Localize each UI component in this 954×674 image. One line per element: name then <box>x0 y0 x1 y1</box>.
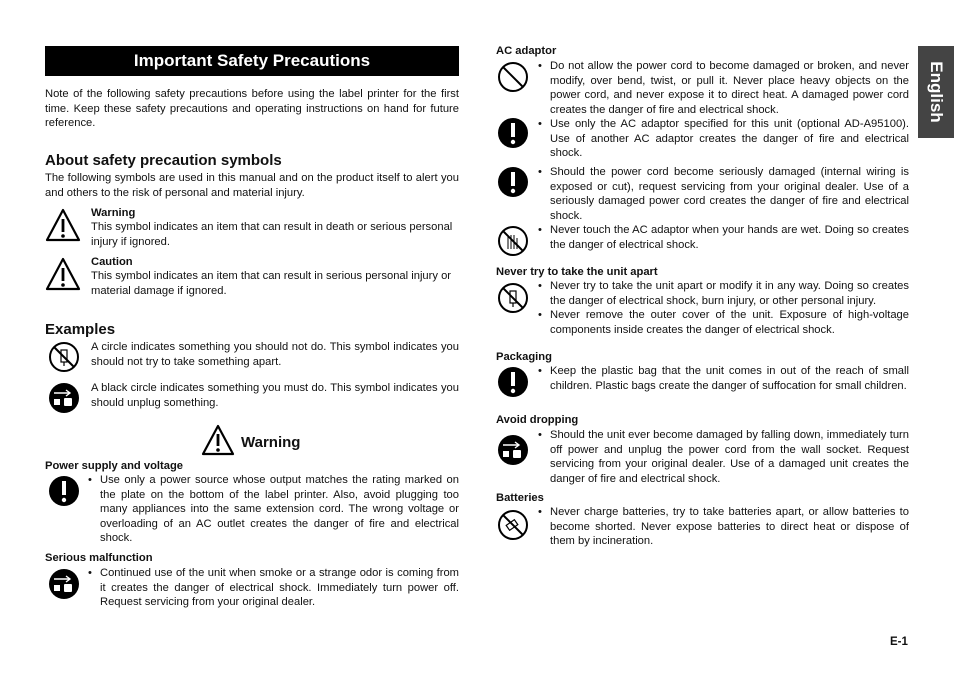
examples-heading: Examples <box>45 321 116 338</box>
dropping-bullet-1: • Should the unit ever become damaged by falling down, immediately turn off power and unplug the power cord from the wall socket. Request servicing from your original dealer. Use of a damaged unit creates the danger of fire and electrical shock. <box>550 428 909 486</box>
malfunction-bullet-1: • Continued use of the unit when smoke or a strange odor is coming from it creates the danger of electrical shock. Immediately turn power off. Request servicing from your original dealer. <box>100 566 459 610</box>
mandatory-icon <box>497 166 529 198</box>
symbol-caution-title: Caution <box>91 256 133 268</box>
no-battery-fire-icon <box>497 509 529 541</box>
apart-bullet-2: • Never remove the outer cover of the unit. Exposure of high-voltage components inside creates the danger of electrical shock. <box>550 308 909 337</box>
ac-bullet-3: • Should the power cord become seriously damaged (internal wiring is exposed or cut), request servicing from your original dealer. Use of a seriously damaged power cord creates the danger of fire and electrical shock. <box>550 165 909 223</box>
mandatory-icon <box>497 117 529 149</box>
ac-bullet-1: • Do not allow the power cord to become damaged or broken, and never modify, over bend, twist, or pull it. Never place heavy objects on the power cord, and never expose it to direct heat. A damaged power cord creates the danger of fire and electrical shock. <box>550 59 909 117</box>
mandatory-icon <box>497 366 529 398</box>
language-tab <box>918 46 954 138</box>
dropping-title: Avoid dropping <box>496 414 579 426</box>
warning-triangle-icon <box>45 208 81 242</box>
prohibited-icon <box>497 61 529 93</box>
example1-text: A circle indicates something you should not do. This symbol indicates you should not try to take something apart. <box>91 341 459 368</box>
apart-title: Never try to take the unit apart <box>496 266 658 278</box>
intro-text: Note of the following safety precautions before using the label printer for the first time. Keep these safety precautions and operating instructions on hand for future reference. <box>45 88 459 130</box>
page-number: E-1 <box>890 636 908 648</box>
page-title: Important Safety Precautions <box>45 46 459 76</box>
packaging-bullet-1: • Keep the plastic bag that the unit comes in out of the reach of small children. Plastic bags create the danger of suffocation for small children. <box>550 364 909 393</box>
unplug-icon <box>48 568 80 600</box>
ac-bullet-2: • Use only the AC adaptor specified for this unit (optional AD-A95100). Use of another AC adaptor creates the danger of fire and electrical shock. <box>550 117 909 161</box>
warning-heading: Warning <box>241 434 301 451</box>
packaging-title: Packaging <box>496 351 552 363</box>
batteries-title: Batteries <box>496 492 544 504</box>
symbols-heading: About safety precaution symbols <box>45 152 282 169</box>
mandatory-icon <box>48 475 80 507</box>
unplug-icon <box>497 434 529 466</box>
ac-title: AC adaptor <box>496 45 557 57</box>
warning-heading-icon <box>201 424 235 456</box>
malfunction-title: Serious malfunction <box>45 552 153 564</box>
symbols-desc: The following symbols are used in this manual and on the product itself to alert you and others to the risk of personal and material injury. <box>45 172 459 199</box>
unplug-icon <box>48 382 80 414</box>
no-wet-hands-icon <box>497 225 529 257</box>
power-title: Power supply and voltage <box>45 460 184 472</box>
ac-bullet-4: • Never touch the AC adaptor when your hands are wet. Doing so creates the danger of electrical shock. <box>550 223 909 252</box>
no-disassembly-icon <box>497 282 529 314</box>
language-tab-label: English <box>927 61 946 123</box>
power-bullet-1: • Use only a power source whose output matches the rating marked on the plate on the bottom of the label printer. Also, avoid plugging too many appliances into the same extension cord. The wrong voltage or overloading of an AC outlet creates the danger of fire and electrical shock. <box>100 473 459 546</box>
batteries-bullet-1: • Never charge batteries, try to take batteries apart, or allow batteries to become shorted. Never expose batteries to direct heat or dispose of them by incineration. <box>550 505 909 549</box>
symbol-warning-title: Warning <box>91 207 136 219</box>
symbol-warning-text: This symbol indicates an item that can result in death or serious personal injury if ignored. <box>91 221 453 248</box>
symbol-caution-text: This symbol indicates an item that can result in serious personal injury or material damage if ignored. <box>91 270 452 297</box>
caution-triangle-icon <box>45 257 81 291</box>
no-disassembly-icon <box>48 341 80 373</box>
example2-text: A black circle indicates something you must do. This symbol indicates you should unplug something. <box>91 382 459 409</box>
apart-bullet-1: • Never try to take the unit apart or modify it in any way. Doing so creates the danger of electrical shock, burn injury, or other personal injury. <box>550 279 909 308</box>
